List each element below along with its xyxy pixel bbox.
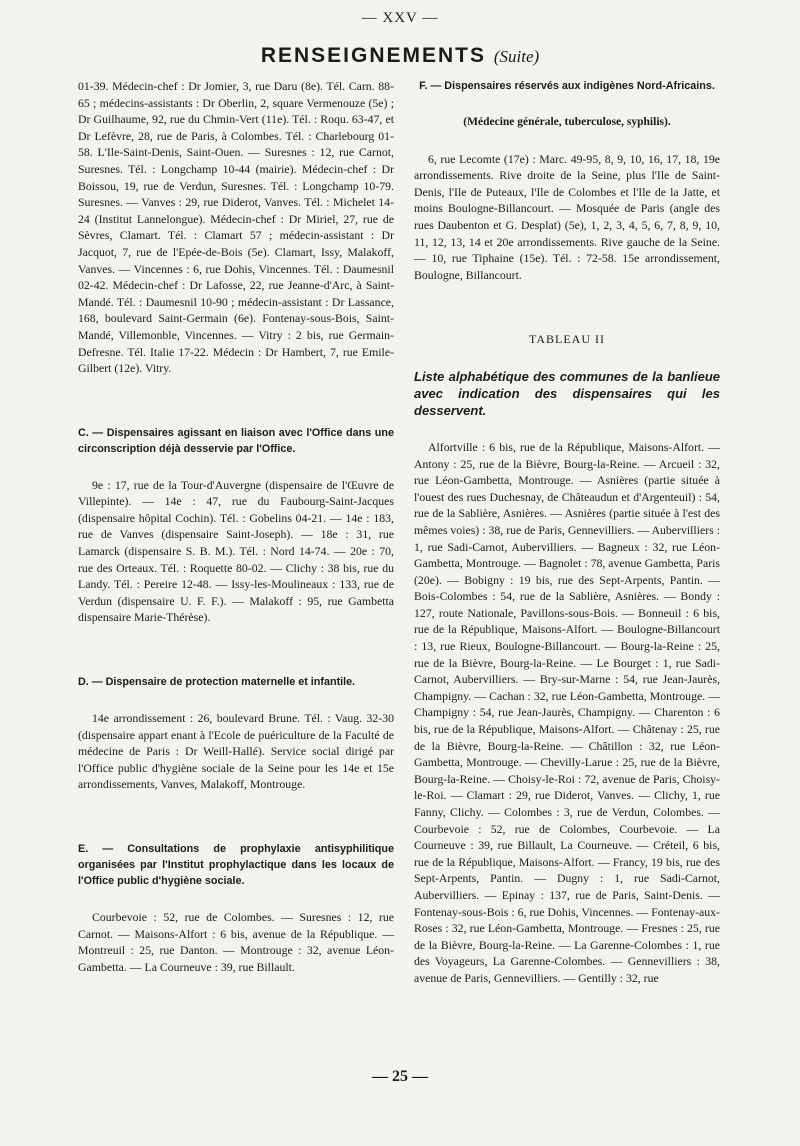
bottom-page-number: — 25 — [372, 1068, 428, 1085]
intro-paragraph: 01-39. Médecin-chef : Dr Jomier, 3, rue Daru (8e). Tél. Carn. 88-65 ; médecins-assistants : Dr Oberlin, 2, square Vermenouze (5e) ; Dr Guilhaume, 92, rue du Chmin-Vert (11e). Tél. : Roqu. 63-47, et Dr Lefèvre, 28, rue de Paris, à Colombes. Tél. : Charlebourg 01-58. L'Ile-Saint-Denis, Saint-Ouen. — Suresnes : 12, rue Carnot, Suresnes. Tél. : Longchamp 10-44 (mairie). Médecin-chef : Dr Boissou, 19, rue de Verdun, Suresnes. Tél. : Longchamp 10-79. Suresnes. — Vanves : 29, rue Diderot, Vanves. Tél. : Michelet 14-24 (Institut Lannelongue). Médecin-chef : Dr Miriel, 27, rue de Sèvres, Clamart. Tél. : Clamart 57 ; médecin-assistant : Dr Jacquot, 7, rue de l'Epée-de-Bois (5e). Clamart, Issy, Malakoff, Vanves. — Vincennes : 6, rue Dohis, Vincennes. Tél. : Daumesnil 02-42. Médecin-chef : Dr Lafosse, 22, rue Jeanne-d'Arc, à Saint-Mandé. Tél. : Daumesnil 10-90 ; médecin-assistant : Dr Lassance, 168, boulevard Saint-Germain (6e). Fontenay-sous-Bois, Saint-Mandé, Villemonble, Vincennes. — Vitry : 2 bis, rue Germain-Defresne. Tél. Italie 17-22. Médecin : Dr Hambert, 7, rue Emile-Gilbert (12e). Vitry. [78, 79, 394, 376]
section-e-text: Courbevoie : 52, rue de Colombes. — Suresnes : 12, rue Carnot. — Maisons-Alfort : 6 bis, avenue de la République. — Montreuil : 25, rue Danton. — Montrouge : 32, avenue Léon-Gambetta. — La Courneuve : 39, rue Billault. [78, 910, 394, 974]
section-c-heading: C. — Dispensaires agissant en liaison avec l'Office dans une circonscription déjà desservie par l'Office. [78, 426, 394, 455]
page-title [0, 44, 800, 68]
tableau-title: Liste alphabétique des communes de la banlieue avec indication des dispensaires qui les desservent. [414, 368, 720, 418]
page-title-suite: (Suite) [493, 47, 540, 66]
tableau-text: Alfortville : 6 bis, rue de la République, Maisons-Alfort. — Antony : 25, rue de la Bièvre, Bourg-la-Reine. — Arcueil : 32, rue Léon-Gambetta, Montrouge. — Asnières (partie située à l'ouest des rues Duchesnay, de Châteaudun et d'Argenteuil) : 54, rue de la Sablière, Asnières. — Asnières (partie située à l'est des mêmes voies) : 38, rue de Paris, Gennevilliers. — Aubervilliers : 1, rue Sadi-Carnot, Aubervilliers. — Bagneux : 32, rue Léon-Gambetta, Montrouge. — Bagnolet : 78, avenue Gambetta, Paris (20e). — Bobigny : 19 bis, rue des Sept-Arpents, Pantin. — Bois-Colombes : 54, rue de la Sablière, Asnières. — Bondy : 127, route Nationale, Pavillons-sous-Bois. — Bonneuil : 6 bis, rue de la République, Maisons-Alfort. — Boulogne-Billancourt : 13, rue Rieux, Boulogne-Billancourt. — Bourg-la-Reine : 25, rue de la Bièvre, Bourg-la-Reine. — Le Bourget : 1, rue Sadi-Carnot, Aubervilliers. — Bry-sur-Marne : 54, rue Jean-Jaurès, Champigny. — Cachan : 32, rue Léon-Gambetta, Montrouge. — Champigny : 54, rue Jean-Jaurès, Champigny. — Charenton : 6 bis, rue de la République, Maisons-Alfort. — Châtenay : 25, rue de la Bièvre, Bourg-la-Reine. — Châtillon : 32, rue Léon-Gambetta, Montrouge. — Chevilly-Larue : 25, rue de la Bièvre, Bourg-la-Reine. — Choisy-le-Roi : 72, avenue de Paris, Choisy-le-Roi. — Clamart : 29, rue Diderot, Vanves. — Clichy, 1, rue Fanny, Clichy. — Colombes : 3, rue de Verdun, Colombes. — Courbevoie : 52, rue de Colombes, Courbevoie. — La Courneuve : 39, rue Billault, La Courneuve. — Créteil, 6 bis, rue de la République, Maisons-Alfort. — Francy, 19 bis, rue des Sept-Arpents, Pantin. — Dugny : 1, rue Sadi-Carnot, Aubervilliers. — Epinay : 137, rue de Paris, Saint-Denis. — Fontenay-sous-Bois : 6, rue Dohis, Vincennes. — Fontenay-aux-Roses : 32, rue Léon-Gambetta, Montrouge. — Fresnes : 25, rue de la Bièvre, Bourg-la-Reine. — La Garenne-Colombes : 1, rue des Voyageurs, La Garenne-Colombes. — Gennevilliers : 38, avenue de Paris, Gennevilliers. — Gentilly : 32, rue [414, 439, 720, 985]
page-title-main: RENSEIGNEMENTS [260, 44, 487, 67]
left-column [78, 78, 394, 975]
section-f-text: 6, rue Lecomte (17e) : Marc. 49-95, 8, 9, 10, 16, 17, 18, 19e arrondissements. Rive droite de la Seine, plus l'Ile de Saint-Denis, l'Ile de Puteaux, l'Ile de Colombes et l'Ile de la Jatte, et moins Boulogne-Billancourt. — Mosquée de Paris (angle des rues Daubenton et G. Desplat) (5e), 1, 2, 3, 4, 5, 6, 7, 8, 9, 10, 11, 12, 13, 14 et 20e arrondissements. Rive gauche de la Seine. — 10, rue Tiphaine (15e). Tél. : 72-58. 15e arrondissement, Boulogne, Billancourt. [414, 151, 720, 282]
section-f-heading: F. — Dispensaires réservés aux indigènes Nord-Africains. [419, 80, 715, 92]
top-page-number: — XXV — [361, 10, 439, 26]
section-c-text: 9e : 17, rue de la Tour-d'Auvergne (dispensaire de l'Œuvre de Villepinte). — 14e : 47, rue du Faubourg-Saint-Jacques (dispensaire hôpital Cochin). Tél. : Gobelins 04-21. — 14e : 183, rue de Vanves (dispensaire Saint-Joseph). — 18e : 31, rue Lamarck (dispensaire S. B. M.). Tél. : Nord 14-74. — 20e : 70, rue des Orteaux. Tél. : Roquette 80-02. — Clichy : 38 bis, rue du Landy. Tél. : Pereire 12-48. — Issy-les-Moulineaux : 133, rue de Verdun (dispensaire U. F. F.). — Malakoff : 95, rue Gambetta dispensaire Marie-Thérèse). [78, 477, 394, 625]
section-e-heading: E. — Consultations de prophylaxie antisyphilitique organisées par l'Institut prophylactique dans les locaux de l'Office public d'hygiène sociale. [78, 843, 394, 887]
right-column [414, 78, 720, 987]
tableau-label: TABLEAU II [528, 332, 606, 347]
section-d-heading: D. — Dispensaire de protection maternelle et infantile. [78, 676, 356, 689]
section-d-text: 14e arrondissement : 26, boulevard Brune. Tél. : Vaug. 32-30 (dispensaire appart enant à l'Ecole de puériculture de la Faculté de médecine de Paris : Dr Weill-Hallé). Service social dirigé par l'Office public d'hygiène sociale de la Seine pour les 14e et 15e arrondissements, Vanves, Malakoff, Montrouge. [78, 711, 394, 792]
section-f-subnote: (Médecine générale, tuberculose, syphilis). [463, 116, 671, 128]
